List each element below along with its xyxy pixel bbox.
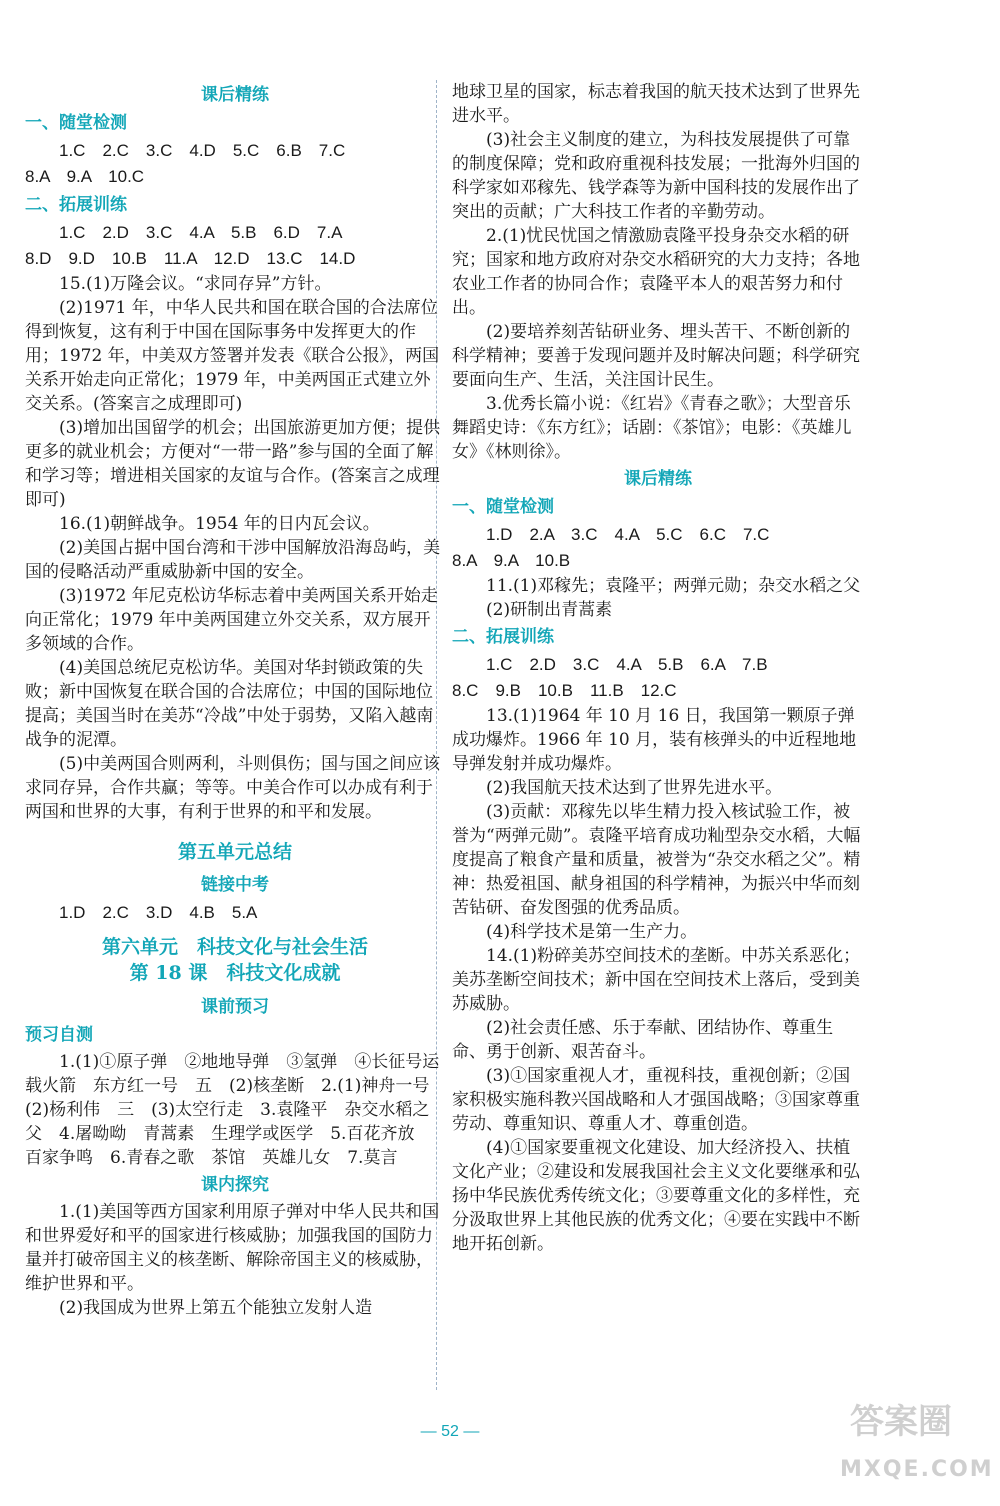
section-heading-kehou: 课后精练 — [624, 469, 692, 489]
page-number: — 52 — — [420, 1423, 480, 1440]
unit-title: 第五单元总结 — [177, 841, 292, 863]
answer-paragraph: 1.(1)美国等西方国家利用原子弹对中华人民共和国和世界爱好和平的国家进行核威胁；加强我国的国防力量并打破帝国主义的核垄断、解除帝国主义的核威胁，维护世界和平。 — [25, 1202, 440, 1294]
watermark-logo — [830, 1402, 994, 1490]
right-column — [452, 80, 864, 1256]
answer-paragraph: (3)①国家重视人才，重视科技，重视创新；②国家积极实施科教兴国战略和人才强国战略；③国家尊重劳动、尊重知识、尊重人才、尊重创造。 — [452, 1066, 860, 1134]
answer-row: 1.C 2.C 3.C 4.D 5.C 6.B 7.C — [59, 141, 346, 160]
answer-paragraph: 3.优秀长篇小说：《红岩》《青春之歌》；大型音乐舞蹈史诗：《东方红》；话剧：《茶馆》；电影：《英雄儿女》《林则徐》。 — [452, 394, 852, 462]
answer-paragraph: (4)美国总统尼克松访华。美国对华封锁政策的失败；新中国恢复在联合国的合法席位；中国的国际地位提高；美国当时在美苏“冷战”中处于弱势，又陷入越南战争的泥潭。 — [25, 658, 434, 750]
answer-paragraph: (2)要培养刻苦钻研业务、埋头苦干、不断创新的科学精神；要善于发现问题并及时解决问题；科学研究要面向生产、生活，关注国计民生。 — [452, 322, 860, 390]
section-heading-kenei: 课内探究 — [201, 1175, 269, 1195]
answer-paragraph: (2)我国航天技术达到了世界先进水平。 — [486, 778, 783, 798]
subsection-heading: 一、随堂检测 — [25, 113, 127, 133]
answer-paragraph: (2)美国占据中国台湾和干涉中国解放沿海岛屿，美国的侵略活动严重威胁新中国的安全。 — [25, 538, 441, 582]
answer-paragraph: (3)社会主义制度的建立，为科技发展提供了可靠的制度保障；党和政府重视科技发展；一批海外归国的科学家如邓稼先、钱学森等为新中国科技的发展作出了突出的贡献；广大科技工作者的辛勤劳动。 — [452, 130, 860, 222]
answer-row: 8.C 9.B 10.B 11.B 12.C — [452, 681, 677, 700]
left-column — [25, 80, 445, 1320]
subsection-heading: 二、拓展训练 — [452, 627, 554, 647]
section-heading-kehou: 课后精练 — [201, 85, 269, 105]
answer-paragraph: (2)我国成为世界上第五个能独立发射人造 — [59, 1298, 373, 1318]
unit-title: 第六单元 科技文化与社会生活 — [101, 936, 368, 958]
section-heading-keqian: 课前预习 — [201, 997, 269, 1017]
section-heading-lianjie: 链接中考 — [201, 875, 269, 895]
answer-row: 1.C 2.D 3.C 4.A 5.B 6.D 7.A — [59, 223, 343, 242]
answer-paragraph: (2)1971 年，中华人民共和国在联合国的合法席位得到恢复，这有利于中国在国际事务中发挥更大的作用；1972 年，中美双方签署并发表《联合公报》，两国关系开始走向正常化；1979 年，中美两国正式建立外交关系。(答案言之成理即可) — [25, 298, 440, 414]
answer-paragraph: 16.(1)朝鲜战争。1954 年的日内瓦会议。 — [59, 514, 380, 534]
answer-paragraph: 11.(1)邓稼先；袁隆平；两弹元勋；杂交水稻之父 — [486, 576, 861, 596]
answer-paragraph: (3)增加出国留学的机会；出国旅游更加方便；提供更多的就业机会；方便对“一带一路”参与国的全面了解和学习等；增进相关国家的友谊与合作。(答案言之成理即可) — [25, 418, 441, 510]
watermark-text-top: 答案圈 — [850, 1402, 952, 1442]
answer-row: 1.D 2.A 3.C 4.A 5.C 6.C 7.C — [486, 525, 770, 544]
answer-row: 8.D 9.D 10.B 11.A 12.D 13.C 14.D — [25, 249, 356, 268]
answer-row: 1.C 2.D 3.C 4.A 5.B 6.A 7.B — [486, 655, 768, 674]
answer-paragraph: 15.(1)万隆会议。“求同存异”方针。 — [59, 274, 332, 294]
answer-row: 8.A 9.A 10.B — [452, 551, 571, 570]
answer-paragraph: (4)科学技术是第一生产力。 — [486, 922, 698, 942]
answer-paragraph: (4)①国家要重视文化建设、加大经济投入、扶植文化产业；②建设和发展我国社会主义文化要继承和弘扬中华民族优秀传统文化；③要尊重文化的多样性，充分汲取世界上其他民族的优秀文化；④要在实践中不断地开拓创新。 — [452, 1138, 860, 1254]
subsection-heading: 一、随堂检测 — [452, 497, 554, 517]
answer-row: 1.D 2.C 3.D 4.B 5.A — [59, 903, 258, 922]
subsection-heading: 二、拓展训练 — [25, 195, 127, 215]
answer-paragraph: 1.(1)①原子弹 ②地地导弹 ③氢弹 ④长征号运载火箭 东方红一号 五 (2)核垄断 2.(1)神舟一号 (2)杨利伟 三 (3)太空行走 3.袁隆平 杂交水稻之父 4.屠呦呦 青蒿素 生理学或医学 5.百花齐放 百家争鸣 6.青春之歌 茶馆 英雄儿女 7.莫言 — [25, 1052, 447, 1168]
subsection-heading: 预习自测 — [25, 1025, 93, 1045]
answer-paragraph: 地球卫星的国家，标志着我国的航天技术达到了世界先进水平。 — [452, 82, 860, 126]
answer-paragraph: (2)社会责任感、乐于奉献、团结协作、尊重生命、勇于创新、艰苦奋斗。 — [452, 1018, 834, 1062]
answer-paragraph: 2.(1)忧民忧国之情激励袁隆平投身杂交水稻的研究；国家和地方政府对杂交水稻研究的大力支持；各地农业工作者的协同合作；袁隆平本人的艰苦努力和付出。 — [452, 226, 860, 318]
watermark-text-bottom: MXQE.COM — [840, 1457, 994, 1482]
answer-paragraph: 13.(1)1964 年 10 月 16 日，我国第一颗原子弹成功爆炸。1966 年 10 月，装有核弹头的中近程地地导弹发射并成功爆炸。 — [452, 706, 857, 774]
answer-paragraph: (2)研制出青蒿素 — [486, 600, 613, 620]
lesson-title: 第 18 课 科技文化成就 — [129, 962, 341, 984]
answer-paragraph: (5)中美两国合则两利，斗则俱伤；国与国之间应该求同存异，合作共赢；等等。中美合作可以办成有利于两国和世界的大事，有利于世界的和平和发展。 — [25, 754, 441, 822]
answer-paragraph: 14.(1)粉碎美苏空间技术的垄断。中苏关系恶化；美苏垄断空间技术；新中国在空间技术上落后，受到美苏威胁。 — [452, 946, 861, 1014]
answer-paragraph: (3)1972 年尼克松访华标志着中美两国关系开始走向正常化；1979 年中美两国建立外交关系，双方展开多领域的合作。 — [25, 586, 438, 654]
answer-paragraph: (3)贡献：邓稼先以毕生精力投入核试验工作，被誉为“两弹元勋”。袁隆平培育成功籼型杂交水稻，大幅度提高了粮食产量和质量，被誉为“杂交水稻之父”。精神：热爱祖国、献身祖国的科学精神，为振兴中华而刻苦钻研、奋发图强的优秀品质。 — [452, 802, 861, 918]
answer-row: 8.A 9.A 10.C — [25, 167, 145, 186]
